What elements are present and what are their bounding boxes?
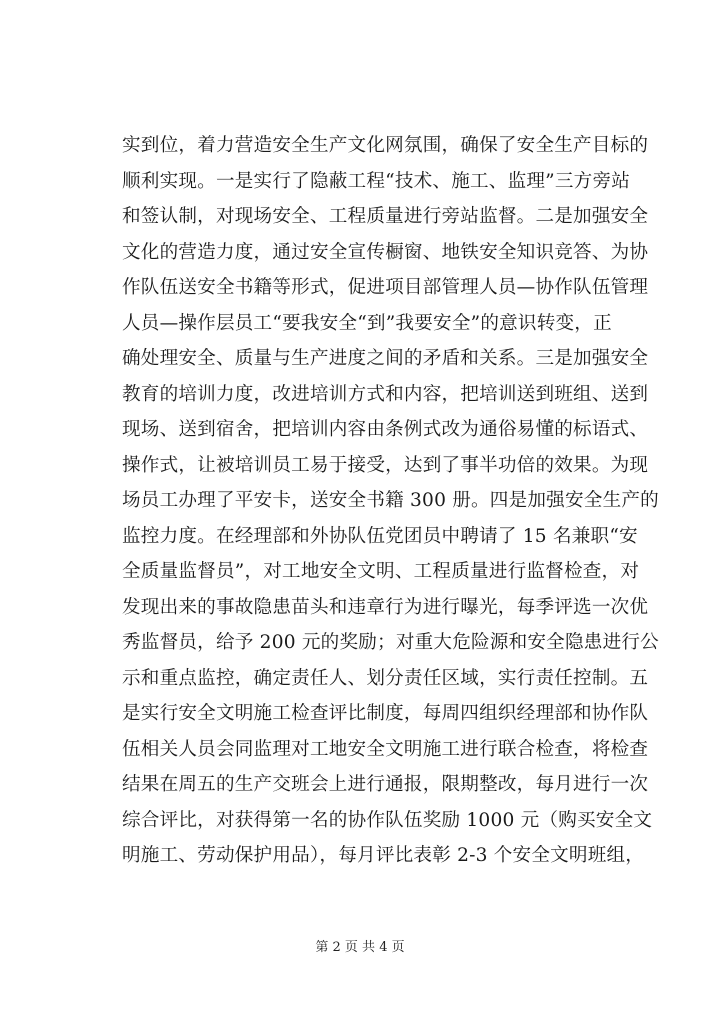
page-number: 第 2 页 共 4 页 (315, 940, 405, 955)
text-line: 作队伍送安全书籍等形式，促进项目部管理人员—协作队伍管理 (122, 277, 649, 298)
text-line: 人员—操作层员工“要我安全“到”我要安全”的意识转变，正 (122, 312, 612, 334)
text-line: 顺利实现。一是实行了隐蔽工程“技术、施工、监理”三方旁站 (122, 170, 631, 192)
text-line: 教育的培训力度，改进培训方式和内容，把培训送到班组、送到 (122, 383, 649, 405)
text-line: 示和重点监控，确定责任人、划分责任区域，实行责任控制。五 (122, 667, 649, 689)
body-text (122, 128, 659, 874)
text-line: 操作式，让被培训员工易于接受，达到了事半功倍的效果。为现 (122, 454, 649, 476)
text-line: 是实行安全文明施工检查评比制度，每周四组织经理部和协作队 (122, 703, 649, 724)
text-line: 全质量监督员”，对工地安全文明、工程质量进行监督检查，对 (122, 561, 640, 582)
text-line: 明施工、劳动保护用品），每月评比表彰 2-3 个安全文明班组， (122, 845, 645, 866)
text-line: 确处理安全、质量与生产进度之间的矛盾和关系。三是加强安全 (122, 348, 649, 369)
text-line: 秀监督员，给予 200 元的奖励；对重大危险源和安全隐患进行公 (122, 632, 659, 653)
text-line: 结果在周五的生产交班会上进行通报，限期整改，每月进行一次 (122, 774, 649, 795)
text-line: 和签认制，对现场安全、工程质量进行旁站监督。二是加强安全 (122, 206, 649, 227)
text-line: 发现出来的事故隐患苗头和违章行为进行曝光，每季评选一次优 (122, 596, 649, 618)
text-line: 综合评比，对获得第一名的协作队伍奖励 1000 元（购买安全文 (122, 809, 653, 831)
text-line: 文化的营造力度，通过安全宣传橱窗、地铁安全知识竞答、为协 (122, 241, 649, 263)
text-line: 实到位，着力营造安全生产文化网氛围，确保了安全生产目标的 (122, 135, 649, 156)
text-line: 监控力度。在经理部和外协队伍党团员中聘请了 15 名兼职“安 (122, 525, 638, 547)
text-line: 现场、送到宿舍，把培训内容由条例式改为通俗易懂的标语式、 (122, 419, 649, 440)
text-line: 场员工办理了平安卡，送安全书籍 300 册。四是加强安全生产的 (122, 490, 659, 511)
text-line: 伍相关人员会同监理对工地安全文明施工进行联合检查，将检查 (122, 738, 649, 760)
